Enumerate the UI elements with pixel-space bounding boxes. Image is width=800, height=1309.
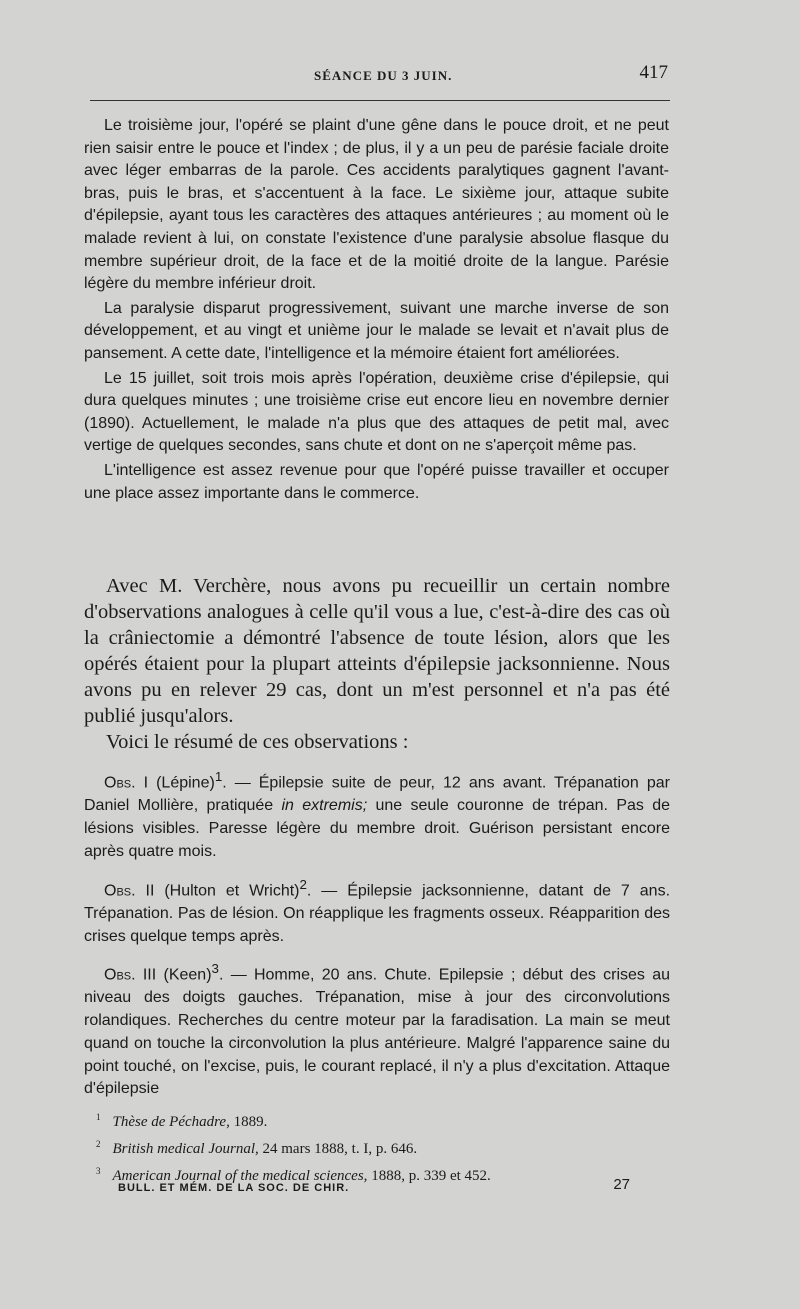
paragraph: Avec M. Verchère, nous avons pu recueillir un certain nombre d'observations analogues à celle qu'il vous a lue, c'est-à-dire des cas où la crâniectomie a démontré l'absence de toute lésion, alors que les opérés étaient pour la plupart atteints d'épilepsie jacksonnienne. Nous avons pu en relever 29 cas, dont un m'est personnel et n'a pas été publié jusqu'alors.	[84, 575, 670, 727]
paragraph: Voici le résumé de ces observations :	[106, 731, 409, 753]
observation-text: . — Homme, 20 ans. Chute. Epilepsie ; début des crises au niveau des doigts gauches. Trépanation, mise à jour des circonvolutions rolandiques. Recherches du centre moteur par la faradisation. La main se meut quand on touche la circonvolution la plus antérieure. Malgré l'apparence saine du point touché, on l'excise, puis, le courant replacé, il n'y a plus d'excitation. Attaque d'épilepsie	[84, 966, 671, 1098]
observation-author: (Lépine)	[148, 774, 215, 792]
footnote-detail: 24 mars 1888, t. I, p. 646.	[258, 1141, 418, 1157]
footnote-ref: 2	[299, 877, 307, 892]
footnote-ref: 3	[211, 961, 219, 976]
paragraph: L'intelligence est assez revenue pour que l'opéré puisse travailler et occuper une place assez importante dans le commerce.	[84, 461, 669, 502]
signature-footer	[118, 1176, 638, 1198]
observation-text-end: une seule couronne de trépan. Pas de lésions visibles. Paresse légère du membre droit. Guérison persistant encore après quatre mois.	[84, 797, 670, 860]
header-rule	[90, 100, 670, 101]
footnotes	[96, 1106, 656, 1187]
signature-number: 27	[613, 1176, 630, 1193]
page-number: 417	[639, 62, 668, 83]
case-narrative	[84, 115, 669, 507]
observation-label: Obs. III	[104, 966, 157, 984]
footnote-number: 1	[96, 1112, 101, 1122]
paragraph: Le 15 juillet, soit trois mois après l'opération, deuxième crise d'épilepsie, qui dura quelques minutes ; une troisième crise eut encore lieu en novembre dernier (1890). Actuellement, le malade n'a plus que des attaques de petit mal, avec vertige de quelques secondes, sans chute et dont on ne s'aperçoit même pas.	[84, 369, 669, 455]
observation-2	[84, 874, 670, 949]
journal-signature: BULL. ET MÉM. DE LA SOC. DE CHIR.	[118, 1182, 350, 1194]
footnote	[96, 1133, 656, 1160]
observation-paragraph	[84, 958, 670, 1101]
observation-italic: in extremis;	[281, 797, 368, 815]
footnote-number: 2	[96, 1139, 101, 1149]
observation-text: . — Épilepsie jacksonnienne, datant de 7 ans. Trépanation. Pas de lésion. On réapplique les fragments osseux. Réapparition des crises quelque temps après.	[84, 882, 671, 945]
observation-3	[84, 958, 670, 1101]
footnote-detail: 1889.	[229, 1114, 268, 1130]
footnote	[96, 1106, 656, 1133]
observation-paragraph	[84, 874, 670, 949]
footnote-title: Thèse de Péchadre,	[112, 1114, 230, 1130]
paragraph: Le troisième jour, l'opéré se plaint d'une gêne dans le pouce droit, et ne peut rien saisir entre le pouce et l'index ; de plus, il y a un peu de parésie faciale droite avec léger embarras de la parole. Ces accidents paralytiques gagnent l'avant-bras, puis le bras, et s'accentuent à la face. Le sixième jour, attaque subite d'épilepsie, ayant tous les caractères des attaques antérieures ; au moment où le malade revient à lui, on constate l'existence d'une paralysie absolue flasque du membre supérieur droit, de la face et de la moitié droite de la langue. Parésie légère du membre inférieur droit.	[84, 117, 669, 293]
observation-paragraph	[84, 766, 670, 864]
observation-label: Obs. I	[104, 774, 149, 792]
observation-1	[84, 766, 670, 864]
observation-author: (Keen)	[156, 966, 212, 984]
observation-label: Obs. II	[104, 882, 155, 900]
running-head	[84, 60, 670, 90]
footnote-number: 3	[96, 1166, 101, 1176]
footnote-ref: 1	[214, 769, 223, 784]
footnote-detail: 1888, p. 339 et 452.	[367, 1168, 491, 1184]
discussion-text	[84, 573, 670, 755]
running-title: SÉANCE DU 3 JUIN.	[314, 68, 453, 83]
observation-author: (Hulton et Wricht)	[154, 882, 300, 900]
footnote-title: American Journal of the medical sciences,	[112, 1168, 368, 1184]
observation-text: . — Épilepsie suite de peur, 12 ans avant. Trépanation par Daniel Mollière, pratiquée	[84, 774, 670, 815]
footnote-title: British medical Journal,	[112, 1141, 259, 1157]
paragraph: La paralysie disparut progressivement, suivant une marche inverse de son développement, et au vingt et unième jour le malade se levait et n'avait plus de pansement. A cette date, l'intelligence et la mémoire étaient fort améliorées.	[84, 299, 669, 362]
